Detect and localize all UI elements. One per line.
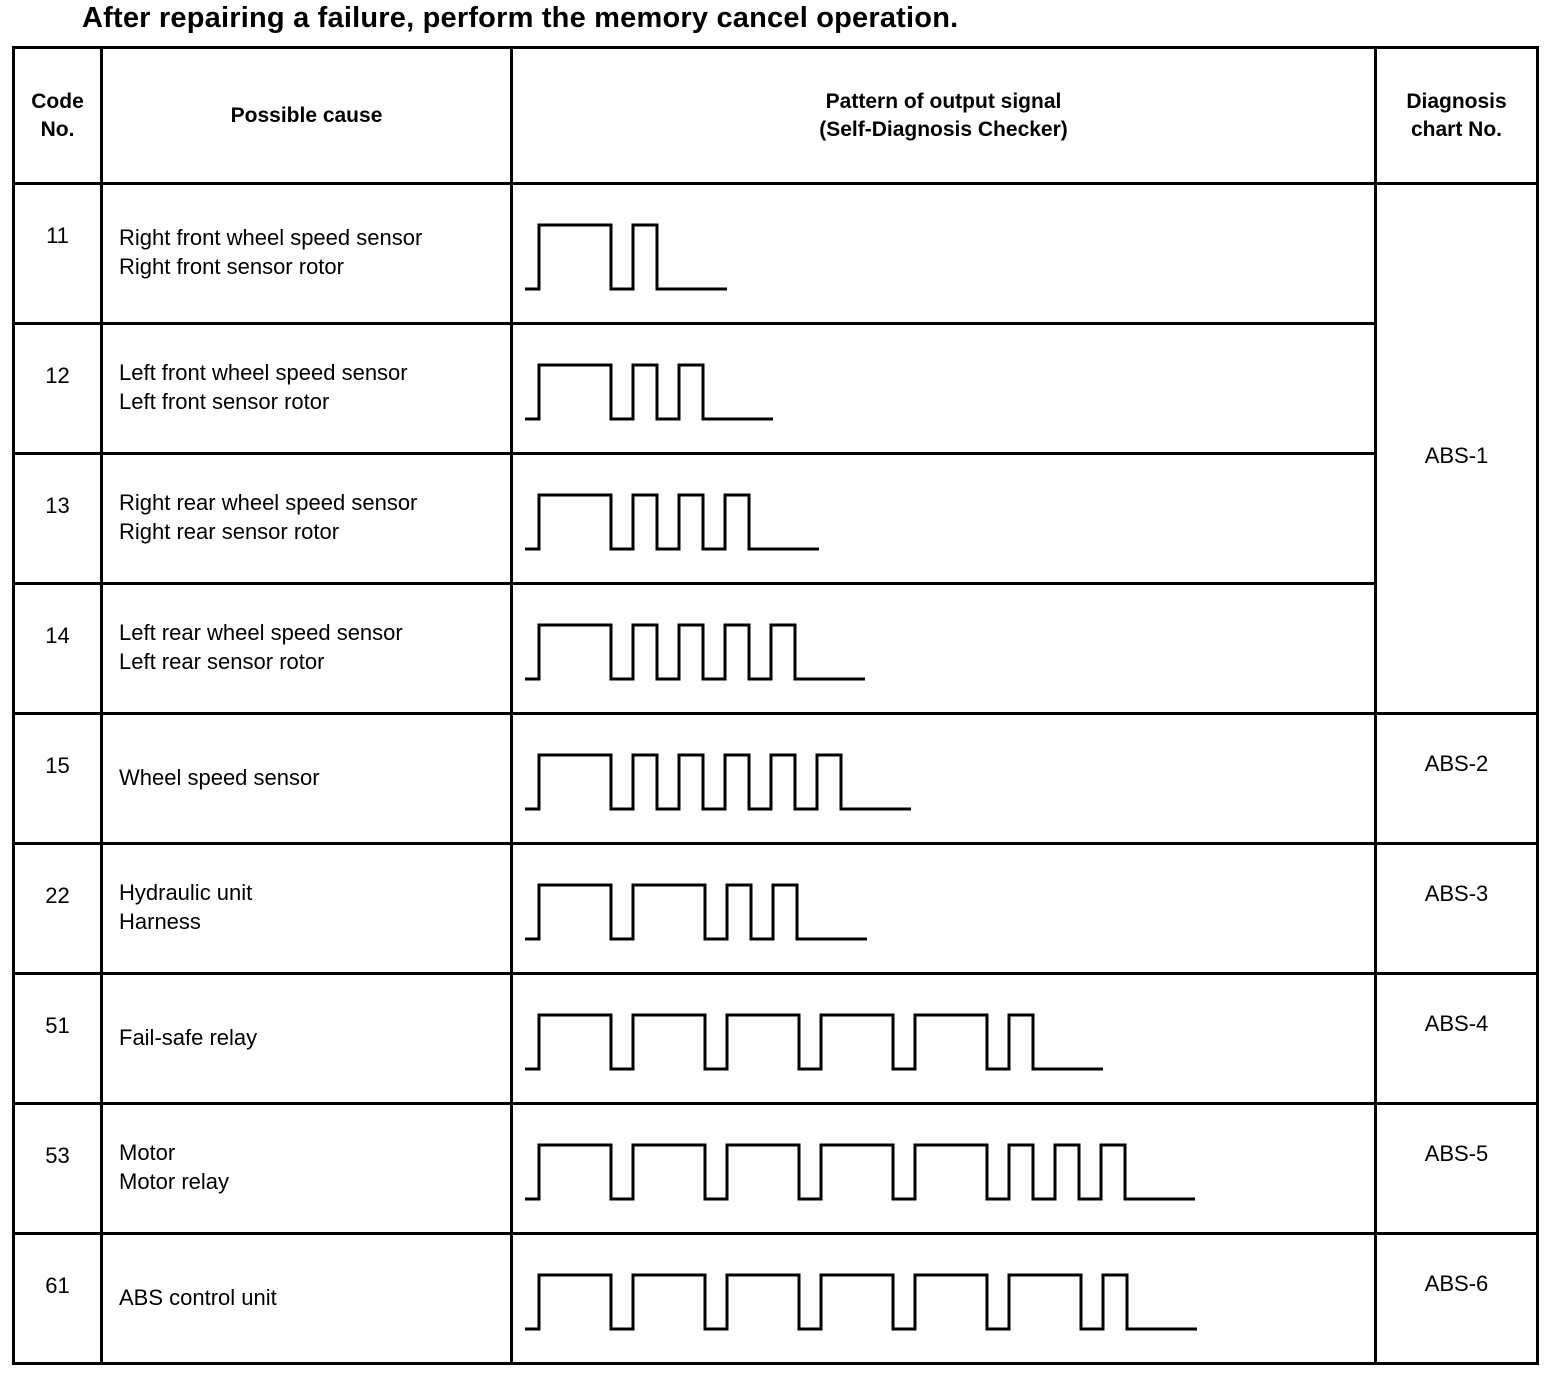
header-pattern-line2: (Self-Diagnosis Checker) bbox=[819, 117, 1068, 141]
pulse-train bbox=[525, 885, 867, 939]
pulse-train bbox=[525, 625, 865, 679]
page-title: After repairing a failure, perform the memory cancel operation. bbox=[82, 2, 959, 34]
cause-line: Left rear sensor rotor bbox=[119, 649, 325, 674]
possible-cause bbox=[102, 184, 512, 324]
table-row bbox=[14, 184, 1538, 324]
code-number: 51 bbox=[14, 974, 102, 1104]
signal-pattern-cell bbox=[512, 454, 1376, 584]
signal-pattern-cell bbox=[512, 1234, 1376, 1364]
header-chart: Diagnosis chart No. bbox=[1376, 48, 1538, 184]
pulse-train bbox=[525, 225, 727, 289]
diagnosis-chart-cell bbox=[1376, 1104, 1538, 1234]
signal-waveform bbox=[513, 715, 1371, 839]
code-number: 13 bbox=[14, 454, 102, 584]
cause-line: Left front sensor rotor bbox=[119, 389, 330, 414]
table-row bbox=[14, 1234, 1538, 1364]
signal-waveform bbox=[513, 1235, 1371, 1359]
pulse-train bbox=[525, 755, 911, 809]
signal-pattern-cell bbox=[512, 844, 1376, 974]
diagnosis-chart-number: ABS-2 bbox=[1424, 751, 1489, 776]
code-number: 61 bbox=[14, 1234, 102, 1364]
possible-cause bbox=[102, 714, 512, 844]
table-row bbox=[14, 1104, 1538, 1234]
pulse-train bbox=[525, 495, 819, 549]
signal-waveform bbox=[513, 185, 1371, 319]
cause-line: ABS control unit bbox=[119, 1284, 277, 1310]
signal-waveform bbox=[513, 325, 1371, 449]
signal-waveform bbox=[513, 585, 1371, 709]
code-number: 15 bbox=[14, 714, 102, 844]
possible-cause bbox=[102, 1234, 512, 1364]
possible-cause bbox=[102, 454, 512, 584]
cause-line: Right front wheel speed sensor bbox=[119, 225, 423, 250]
cause-line: Hydraulic unit bbox=[119, 880, 253, 905]
diagnosis-chart-cell bbox=[1376, 844, 1538, 974]
pulse-train bbox=[525, 1275, 1197, 1329]
possible-cause bbox=[102, 1104, 512, 1234]
code-number: 22 bbox=[14, 844, 102, 974]
table-row bbox=[14, 974, 1538, 1104]
signal-pattern-cell bbox=[512, 584, 1376, 714]
header-pattern-line1: Pattern of output signal bbox=[825, 89, 1062, 113]
table-row bbox=[14, 584, 1538, 714]
table-row bbox=[14, 714, 1538, 844]
signal-waveform bbox=[513, 455, 1371, 579]
diagnosis-chart-cell bbox=[1376, 974, 1538, 1104]
possible-cause bbox=[102, 324, 512, 454]
cause-line: Right front sensor rotor bbox=[119, 254, 344, 279]
code-number: 11 bbox=[14, 184, 102, 324]
signal-pattern-cell bbox=[512, 184, 1376, 324]
cause-line: Left front wheel speed sensor bbox=[119, 360, 408, 385]
header-cause: Possible cause bbox=[102, 48, 512, 184]
diagnosis-chart-number: ABS-1 bbox=[1424, 443, 1489, 468]
trouble-code-table bbox=[12, 46, 1539, 1365]
signal-pattern-cell bbox=[512, 324, 1376, 454]
pulse-train bbox=[525, 1015, 1103, 1069]
signal-waveform bbox=[513, 845, 1371, 969]
possible-cause bbox=[102, 584, 512, 714]
cause-line: Right rear wheel speed sensor bbox=[119, 490, 418, 515]
header-row bbox=[14, 48, 1538, 184]
diagnosis-chart-number: ABS-4 bbox=[1424, 1011, 1489, 1036]
diagnosis-chart-cell bbox=[1376, 1234, 1538, 1364]
cause-line: Harness bbox=[119, 909, 201, 934]
signal-waveform bbox=[513, 975, 1371, 1099]
signal-pattern-cell bbox=[512, 714, 1376, 844]
signal-pattern-cell bbox=[512, 974, 1376, 1104]
code-number: 12 bbox=[14, 324, 102, 454]
cause-line: Motor bbox=[119, 1140, 176, 1165]
pulse-train bbox=[525, 1145, 1195, 1199]
diagnosis-chart-number: ABS-3 bbox=[1424, 881, 1489, 906]
diagnosis-chart-number: ABS-6 bbox=[1424, 1271, 1489, 1296]
table-row bbox=[14, 454, 1538, 584]
table-row bbox=[14, 324, 1538, 454]
cause-line: Motor relay bbox=[119, 1169, 230, 1194]
signal-waveform bbox=[513, 1105, 1371, 1229]
possible-cause bbox=[102, 974, 512, 1104]
table-row bbox=[14, 844, 1538, 974]
cause-line: Fail-safe relay bbox=[119, 1024, 258, 1050]
diagnosis-chart-cell bbox=[1376, 184, 1538, 714]
header-pattern bbox=[512, 48, 1376, 184]
code-number: 14 bbox=[14, 584, 102, 714]
pulse-train bbox=[525, 365, 773, 419]
diagnosis-chart-cell bbox=[1376, 714, 1538, 844]
diagnosis-chart-number: ABS-5 bbox=[1424, 1141, 1489, 1166]
signal-pattern-cell bbox=[512, 1104, 1376, 1234]
cause-line: Wheel speed sensor bbox=[119, 764, 320, 790]
possible-cause bbox=[102, 844, 512, 974]
cause-line: Right rear sensor rotor bbox=[119, 519, 340, 544]
code-number: 53 bbox=[14, 1104, 102, 1234]
cause-line: Left rear wheel speed sensor bbox=[119, 620, 403, 645]
header-code: Code No. bbox=[14, 48, 102, 184]
